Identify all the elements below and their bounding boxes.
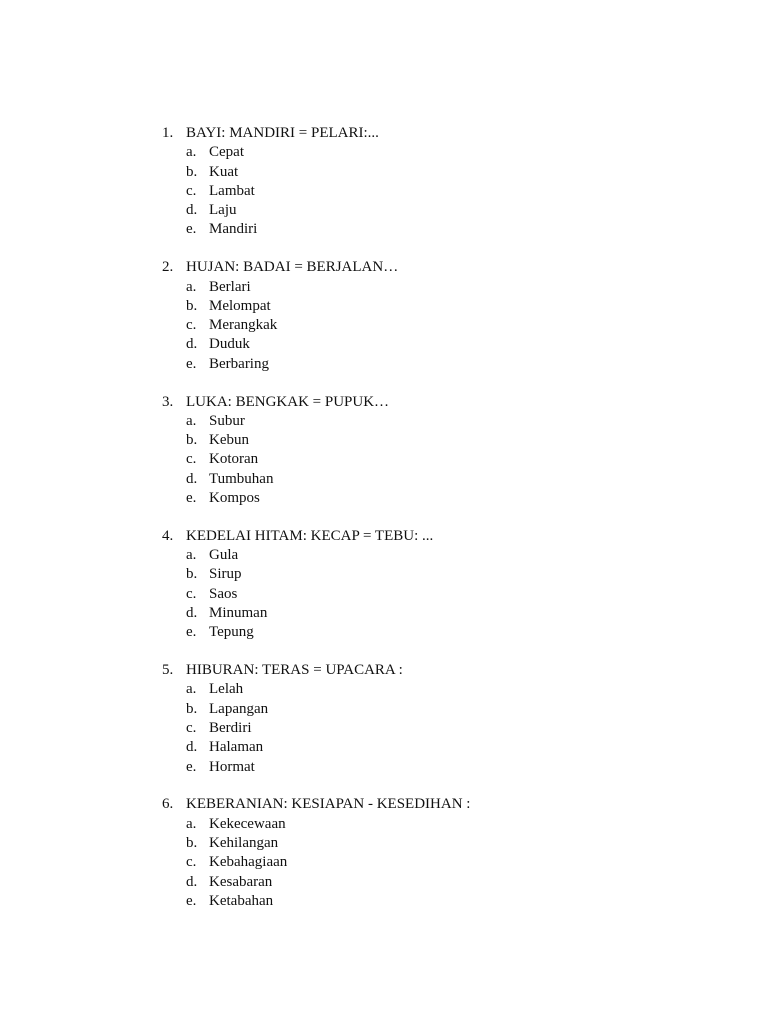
option-letter: b. xyxy=(186,297,198,314)
answer-option xyxy=(162,412,722,431)
answer-option xyxy=(162,143,722,162)
option-text: Mandiri xyxy=(209,221,258,238)
answer-option xyxy=(162,163,722,182)
option-letter: a. xyxy=(186,278,197,295)
question-number: 6. xyxy=(162,796,174,813)
option-text: Merangkak xyxy=(209,317,278,334)
option-text: Kebahagiaan xyxy=(209,854,288,871)
option-letter: b. xyxy=(186,835,198,851)
question-list xyxy=(162,124,722,930)
option-letter: a. xyxy=(186,144,197,161)
answer-option xyxy=(162,335,722,354)
option-text: Lambat xyxy=(209,182,255,199)
question-line xyxy=(162,124,722,143)
option-text: Melompat xyxy=(209,297,271,314)
question-line xyxy=(162,795,722,814)
option-letter: a. xyxy=(186,547,197,564)
answer-option xyxy=(162,565,722,584)
option-letter: e. xyxy=(186,624,197,641)
question-text: HIBURAN: TERAS = UPACARA : xyxy=(186,662,403,679)
option-letter: d. xyxy=(186,739,198,756)
option-text: Kuat xyxy=(209,163,239,180)
option-text: Hormat xyxy=(209,758,255,775)
answer-option xyxy=(162,738,722,757)
option-letter: a. xyxy=(186,815,197,832)
option-text: Subur xyxy=(209,412,245,429)
question-line xyxy=(162,393,722,412)
answer-option xyxy=(162,220,722,239)
option-letter: a. xyxy=(186,681,197,698)
option-letter: e. xyxy=(186,490,197,507)
question-number: 4. xyxy=(162,527,174,544)
option-letter: b. xyxy=(186,163,198,180)
question-item xyxy=(162,258,722,374)
option-text: Kesabaran xyxy=(209,873,273,890)
option-text: Lelah xyxy=(209,681,244,698)
option-text: Minuman xyxy=(209,605,268,622)
option-letter: d. xyxy=(186,873,198,890)
answer-option xyxy=(162,604,722,623)
option-letter: e. xyxy=(186,355,197,372)
question-number: 2. xyxy=(162,259,174,276)
answer-option xyxy=(162,585,722,604)
option-letter: e. xyxy=(186,221,197,238)
answer-option xyxy=(162,892,722,911)
question-line xyxy=(162,661,722,680)
question-line xyxy=(162,258,722,277)
option-text: Berdiri xyxy=(209,720,252,737)
option-letter: c. xyxy=(186,585,197,602)
option-letter: c. xyxy=(186,854,197,871)
answer-option xyxy=(162,546,722,565)
option-text: Ketabahan xyxy=(209,892,274,909)
answer-option xyxy=(162,680,722,699)
answer-option xyxy=(162,719,722,738)
question-item xyxy=(162,393,722,509)
option-letter: d. xyxy=(186,336,198,353)
option-text: Halaman xyxy=(209,739,264,756)
option-letter: c. xyxy=(186,451,197,468)
question-item xyxy=(162,124,722,240)
option-letter: c. xyxy=(186,317,197,334)
answer-option xyxy=(162,700,722,719)
answer-option xyxy=(162,815,722,834)
question-line xyxy=(162,527,722,546)
answer-option xyxy=(162,489,722,508)
option-text: Berlari xyxy=(209,278,251,295)
question-text: KEDELAI HITAM: KECAP = TEBU: ... xyxy=(186,527,434,544)
answer-option xyxy=(162,758,722,777)
option-text: Kotoran xyxy=(209,451,259,468)
question-number: 3. xyxy=(162,393,174,410)
option-text: Tepung xyxy=(209,624,254,641)
option-text: Laju xyxy=(209,202,237,219)
answer-option xyxy=(162,623,722,642)
answer-option xyxy=(162,873,722,892)
question-text: KEBERANIAN: KESIAPAN - KESEDIHAN : xyxy=(186,796,471,813)
option-letter: c. xyxy=(186,182,197,199)
option-text: Saos xyxy=(209,585,238,602)
option-text: Kompos xyxy=(209,490,260,507)
question-item xyxy=(162,795,722,911)
question-number: 1. xyxy=(162,125,174,141)
option-letter: b. xyxy=(186,566,198,583)
option-text: Kehilangan xyxy=(209,835,279,851)
question-item xyxy=(162,661,722,777)
question-text: BAYI: MANDIRI = PELARI:... xyxy=(186,125,379,141)
answer-option xyxy=(162,201,722,220)
answer-option xyxy=(162,431,722,450)
answer-option xyxy=(162,470,722,489)
option-letter: d. xyxy=(186,202,198,219)
option-letter: b. xyxy=(186,700,198,717)
option-letter: c. xyxy=(186,720,197,737)
option-text: Cepat xyxy=(209,144,244,161)
option-text: Sirup xyxy=(209,566,242,583)
question-number: 5. xyxy=(162,662,174,679)
option-letter: d. xyxy=(186,470,198,487)
question-text: LUKA: BENGKAK = PUPUK… xyxy=(186,393,390,410)
option-letter: d. xyxy=(186,605,198,622)
answer-option xyxy=(162,278,722,297)
option-text: Kekecewaan xyxy=(209,815,286,832)
option-letter: b. xyxy=(186,432,198,449)
question-text: HUJAN: BADAI = BERJALAN… xyxy=(186,259,399,276)
answer-option xyxy=(162,182,722,201)
option-text: Berbaring xyxy=(209,355,269,372)
answer-option xyxy=(162,853,722,872)
option-letter: a. xyxy=(186,412,197,429)
answer-option xyxy=(162,355,722,374)
answer-option xyxy=(162,834,722,853)
answer-option xyxy=(162,316,722,335)
question-item xyxy=(162,527,722,643)
option-text: Duduk xyxy=(209,336,250,353)
option-text: Gula xyxy=(209,547,239,564)
option-text: Tumbuhan xyxy=(209,470,274,487)
option-text: Kebun xyxy=(209,432,249,449)
option-text: Lapangan xyxy=(209,700,269,717)
option-letter: e. xyxy=(186,758,197,775)
option-letter: e. xyxy=(186,892,197,909)
answer-option xyxy=(162,450,722,469)
answer-option xyxy=(162,297,722,316)
